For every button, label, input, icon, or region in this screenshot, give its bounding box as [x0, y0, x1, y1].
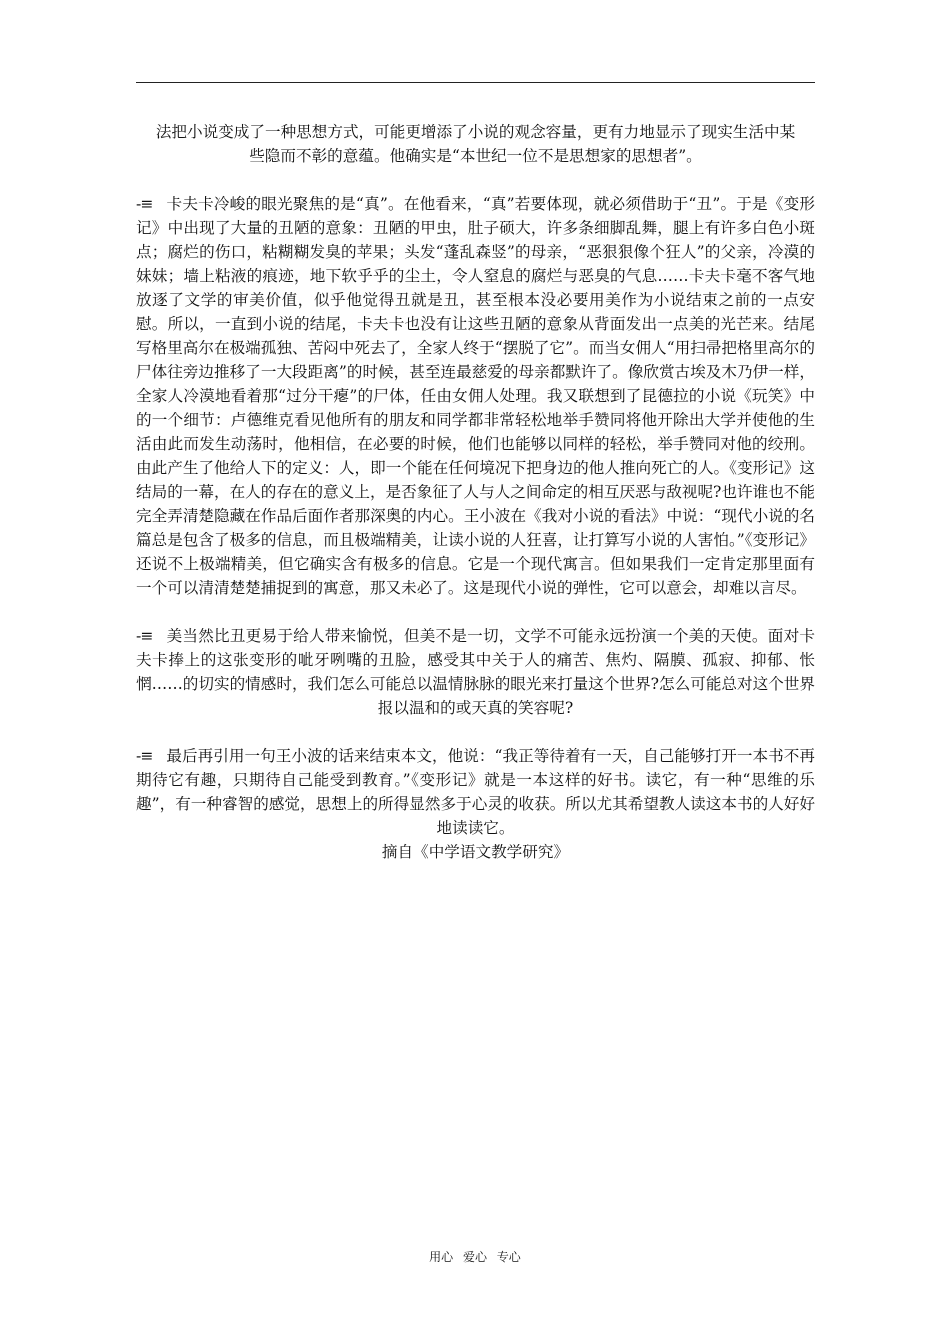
source-citation: 摘自《中学语文教学研究》: [381, 843, 570, 861]
paragraph-beauty: [136, 624, 815, 720]
document-body: [136, 120, 815, 864]
bullet-marker: -≡: [136, 627, 153, 645]
paragraph-truth-and-ugliness: [136, 192, 815, 600]
paragraph-text: 卡夫卡冷峻的眼光聚焦的是“真”。在他看来，“真”若要体现，就必须借助于“丑”。于是《变形记》中出现了大量的丑陋的意象：丑陋的甲虫，肚子硕大，许多条细脚乱舞，腿上有许多白色小斑点；腐烂的伤口，粘糊糊发臭的苹果；头发“蓬乱森竖”的母亲，“恶狠狠像个狂人”的父亲，冷漠的妹妹；墙上粘液的痕迹，地下软乎乎的尘土，令人窒息的腐烂与恶臭的气息……卡夫卡毫不客气地放逐了文学的审美价值，似乎他觉得丑就是丑，甚至根本没必要用美作为小说结束之前的一点安慰。所以，一直到小说的结尾，卡夫卡也没有让这些丑陋的意象从背面发出一点美的光芒来。结尾写格里高尔在极端孤独、苦闷中死去了，全家人终于“摆脱了它”。而当女佣人“用扫帚把格里高尔的尸体往旁边推移了一大段距离”的时候，甚至连最慈爱的母亲都默许了。像欣赏古埃及木乃伊一样，全家人冷漠地看着那“过分干瘪”的尸体，任由女佣人处理。我又联想到了昆德拉的小说《玩笑》中的一个细节：卢德维克看见他所有的朋友和同学都非常轻松地举手赞同将他开除出大学并使他的生活由此而发生动荡时，他相信，在必要的时候，他们也能够以同样的轻松，举手赞同对他的绞刑。由此产生了他给人下的定义：人，即一个能在任何境况下把身边的他人推向死亡的人。《变形记》这结局的一幕，在人的存在的意义上，是否象征了人与人之间命定的相互厌恶与敌视呢?也许谁也不能完全弄清楚隐藏在作品后面作者那深奥的内心。王小波在《我对小说的看法》中说：“现代小说的名篇总是包含了极多的信息，而且极端精美，让读小说的人狂喜，让打算写小说的人害怕。”《变形记》还说不上极端精美，但它确实含有极多的信息。它是一个现代寓言。但如果我们一定肯定那里面有一个可以清清楚楚捕捉到的寓意，那又未必了。这是现代小说的弹性，它可以意会，却难以言尽。: [136, 195, 815, 597]
intro-line-1: 法把小说变成了一种思想方式，可能更增添了小说的观念容量，更有力地显示了现实生活中某: [155, 123, 796, 141]
bullet-marker: -≡: [136, 747, 153, 765]
page-footer: 用心 爱心 专心: [429, 1250, 521, 1264]
bullet-marker: -≡: [136, 195, 153, 213]
intro-line-2: 些隐而不彰的意蕴。他确实是“本世纪一位不是思想家的思想者”。: [249, 147, 702, 165]
header-rule: [136, 82, 815, 83]
paragraph-text: 美当然比丑更易于给人带来愉悦，但美不是一切，文学不可能永远扮演一个美的天使。面对卡夫卡捧上的这张变形的呲牙咧嘴的丑脸，感受其中关于人的痛苦、焦灼、隔膜、孤寂、抑郁、怅惘……的切实的情感时，我们怎么可能总以温情脉脉的眼光来打量这个世界?怎么可能总对这个世界报以温和的或天真的笑容呢?: [136, 627, 815, 717]
paragraph-conclusion: [136, 744, 815, 840]
paragraph-text: 最后再引用一句王小波的话来结束本文，他说：“我正等待着有一天，自己能够打开一本书不再期待它有趣，只期待自己能受到教育。”《变形记》就是一本这样的好书。读它，有一种“思维的乐趣”，有一种睿智的感觉，思想上的所得显然多于心灵的收获。所以尤其希望教人读这本书的人好好地读读它。: [136, 747, 815, 837]
